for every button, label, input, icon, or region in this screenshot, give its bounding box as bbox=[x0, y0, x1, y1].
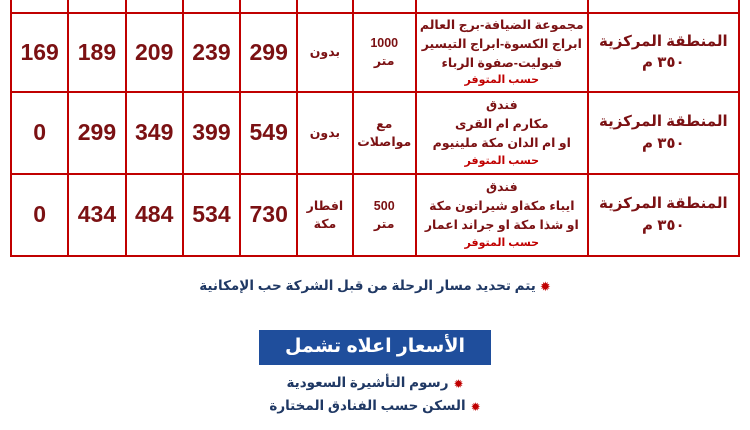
zone-line-2: ٣٥٠ م bbox=[642, 54, 685, 72]
hotel-line-2: ابراج الكسوة-ابراج التيسير bbox=[421, 36, 582, 51]
zone-line-2: ٣٥٠ م bbox=[642, 134, 685, 152]
table-row bbox=[11, 13, 739, 92]
list-item-label: رسوم التأشيرة السعودية bbox=[286, 375, 449, 390]
hotel-availability-note: حسب المتوفر bbox=[464, 74, 540, 87]
cell-price: 434 bbox=[68, 174, 125, 256]
cell-price-header-4 bbox=[68, 0, 125, 13]
zone-line-1: المنطقة المركزية bbox=[599, 195, 728, 212]
cell-price: 549 bbox=[240, 92, 297, 174]
cell-price: 189 bbox=[68, 13, 125, 92]
inclusions-list bbox=[0, 372, 750, 418]
itinerary-note bbox=[0, 278, 750, 294]
zone-line-1: المنطقة المركزية bbox=[599, 32, 728, 50]
cell-zone-header bbox=[588, 0, 739, 13]
zone-line-2: ٣٥٠ م bbox=[642, 216, 685, 234]
star-bullet-icon: ✹ bbox=[539, 279, 551, 294]
itinerary-note-text: يتم تحديد مسار الرحلة من قبل الشركة حب الإمكانية bbox=[199, 278, 536, 293]
hotel-line-1: مجموعة الضيافة-برج العالم bbox=[419, 18, 584, 32]
cell-zone bbox=[588, 174, 739, 256]
inclusions-banner-title: الأسعار اعلاه تشمل bbox=[259, 330, 491, 365]
cell-meals-header bbox=[297, 0, 352, 13]
star-bullet-icon: ✹ bbox=[470, 399, 481, 414]
hotel-line-2: ايباء مكةاو شيراتون مكة bbox=[429, 199, 575, 214]
hotel-line-1: فندق bbox=[485, 180, 518, 195]
cell-zone bbox=[588, 13, 739, 92]
cell-hotel-header bbox=[416, 0, 588, 13]
cell-price: 730 bbox=[240, 174, 297, 256]
hotel-availability-note: حسب المتوفر bbox=[464, 236, 540, 249]
cell-hotel bbox=[416, 92, 588, 174]
cell-price: 209 bbox=[126, 13, 183, 92]
meal-line-2: مكة bbox=[313, 216, 337, 231]
cell-price-header-5 bbox=[11, 0, 68, 13]
cell-price: 349 bbox=[126, 92, 183, 174]
distance-value: 500 bbox=[373, 198, 395, 213]
cell-price: 399 bbox=[183, 92, 240, 174]
cell-price: 299 bbox=[68, 92, 125, 174]
distance-unit: مواصلات bbox=[357, 134, 412, 149]
distance-unit: متر bbox=[373, 54, 395, 69]
hotel-line-2: مكارم ام القرى bbox=[454, 117, 549, 132]
cell-meals: بدون bbox=[297, 92, 352, 174]
cell-price: 0 bbox=[11, 92, 68, 174]
price-table bbox=[10, 0, 740, 257]
distance-unit: متر bbox=[373, 216, 395, 231]
cell-price: 484 bbox=[126, 174, 183, 256]
cell-zone bbox=[588, 92, 739, 174]
cell-price: 169 bbox=[11, 13, 68, 92]
cell-hotel bbox=[416, 13, 588, 92]
table-row bbox=[11, 0, 739, 13]
cell-price-header-3 bbox=[126, 0, 183, 13]
hotel-line-1: فندق bbox=[485, 98, 518, 113]
cell-meals bbox=[297, 174, 352, 256]
hotel-availability-note: حسب المتوفر bbox=[464, 154, 540, 167]
cell-price-header-1 bbox=[240, 0, 297, 13]
list-item bbox=[0, 395, 750, 418]
distance-value: 1000 bbox=[370, 36, 399, 51]
cell-distance bbox=[353, 174, 416, 256]
hotel-line-3: او ام الدان مكة ملينيوم bbox=[432, 135, 571, 150]
cell-distance bbox=[353, 92, 416, 174]
star-bullet-icon: ✹ bbox=[453, 377, 464, 391]
table-row bbox=[11, 174, 739, 256]
cell-hotel bbox=[416, 174, 588, 256]
cell-price: 0 bbox=[11, 174, 68, 256]
cell-price: 534 bbox=[183, 174, 240, 256]
hotel-line-3: فيوليت-صفوة الرباء bbox=[441, 55, 563, 70]
cell-price: 299 bbox=[240, 13, 297, 92]
hotel-line-3: او شذا مكة او جراند اعمار bbox=[424, 217, 579, 232]
cell-distance-header bbox=[353, 0, 416, 13]
distance-value: مع bbox=[376, 116, 393, 131]
cell-meals: بدون bbox=[297, 13, 352, 92]
zone-line-1: المنطقة المركزية bbox=[599, 113, 728, 130]
meal-line-1: افطار bbox=[306, 198, 344, 213]
list-item bbox=[0, 372, 750, 395]
list-item-label: السكن حسب الفنادق المختارة bbox=[269, 397, 466, 413]
cell-distance bbox=[353, 13, 416, 92]
table-row bbox=[11, 92, 739, 174]
cell-price-header-2 bbox=[183, 0, 240, 13]
cell-price: 239 bbox=[183, 13, 240, 92]
inclusions-banner bbox=[0, 330, 750, 365]
